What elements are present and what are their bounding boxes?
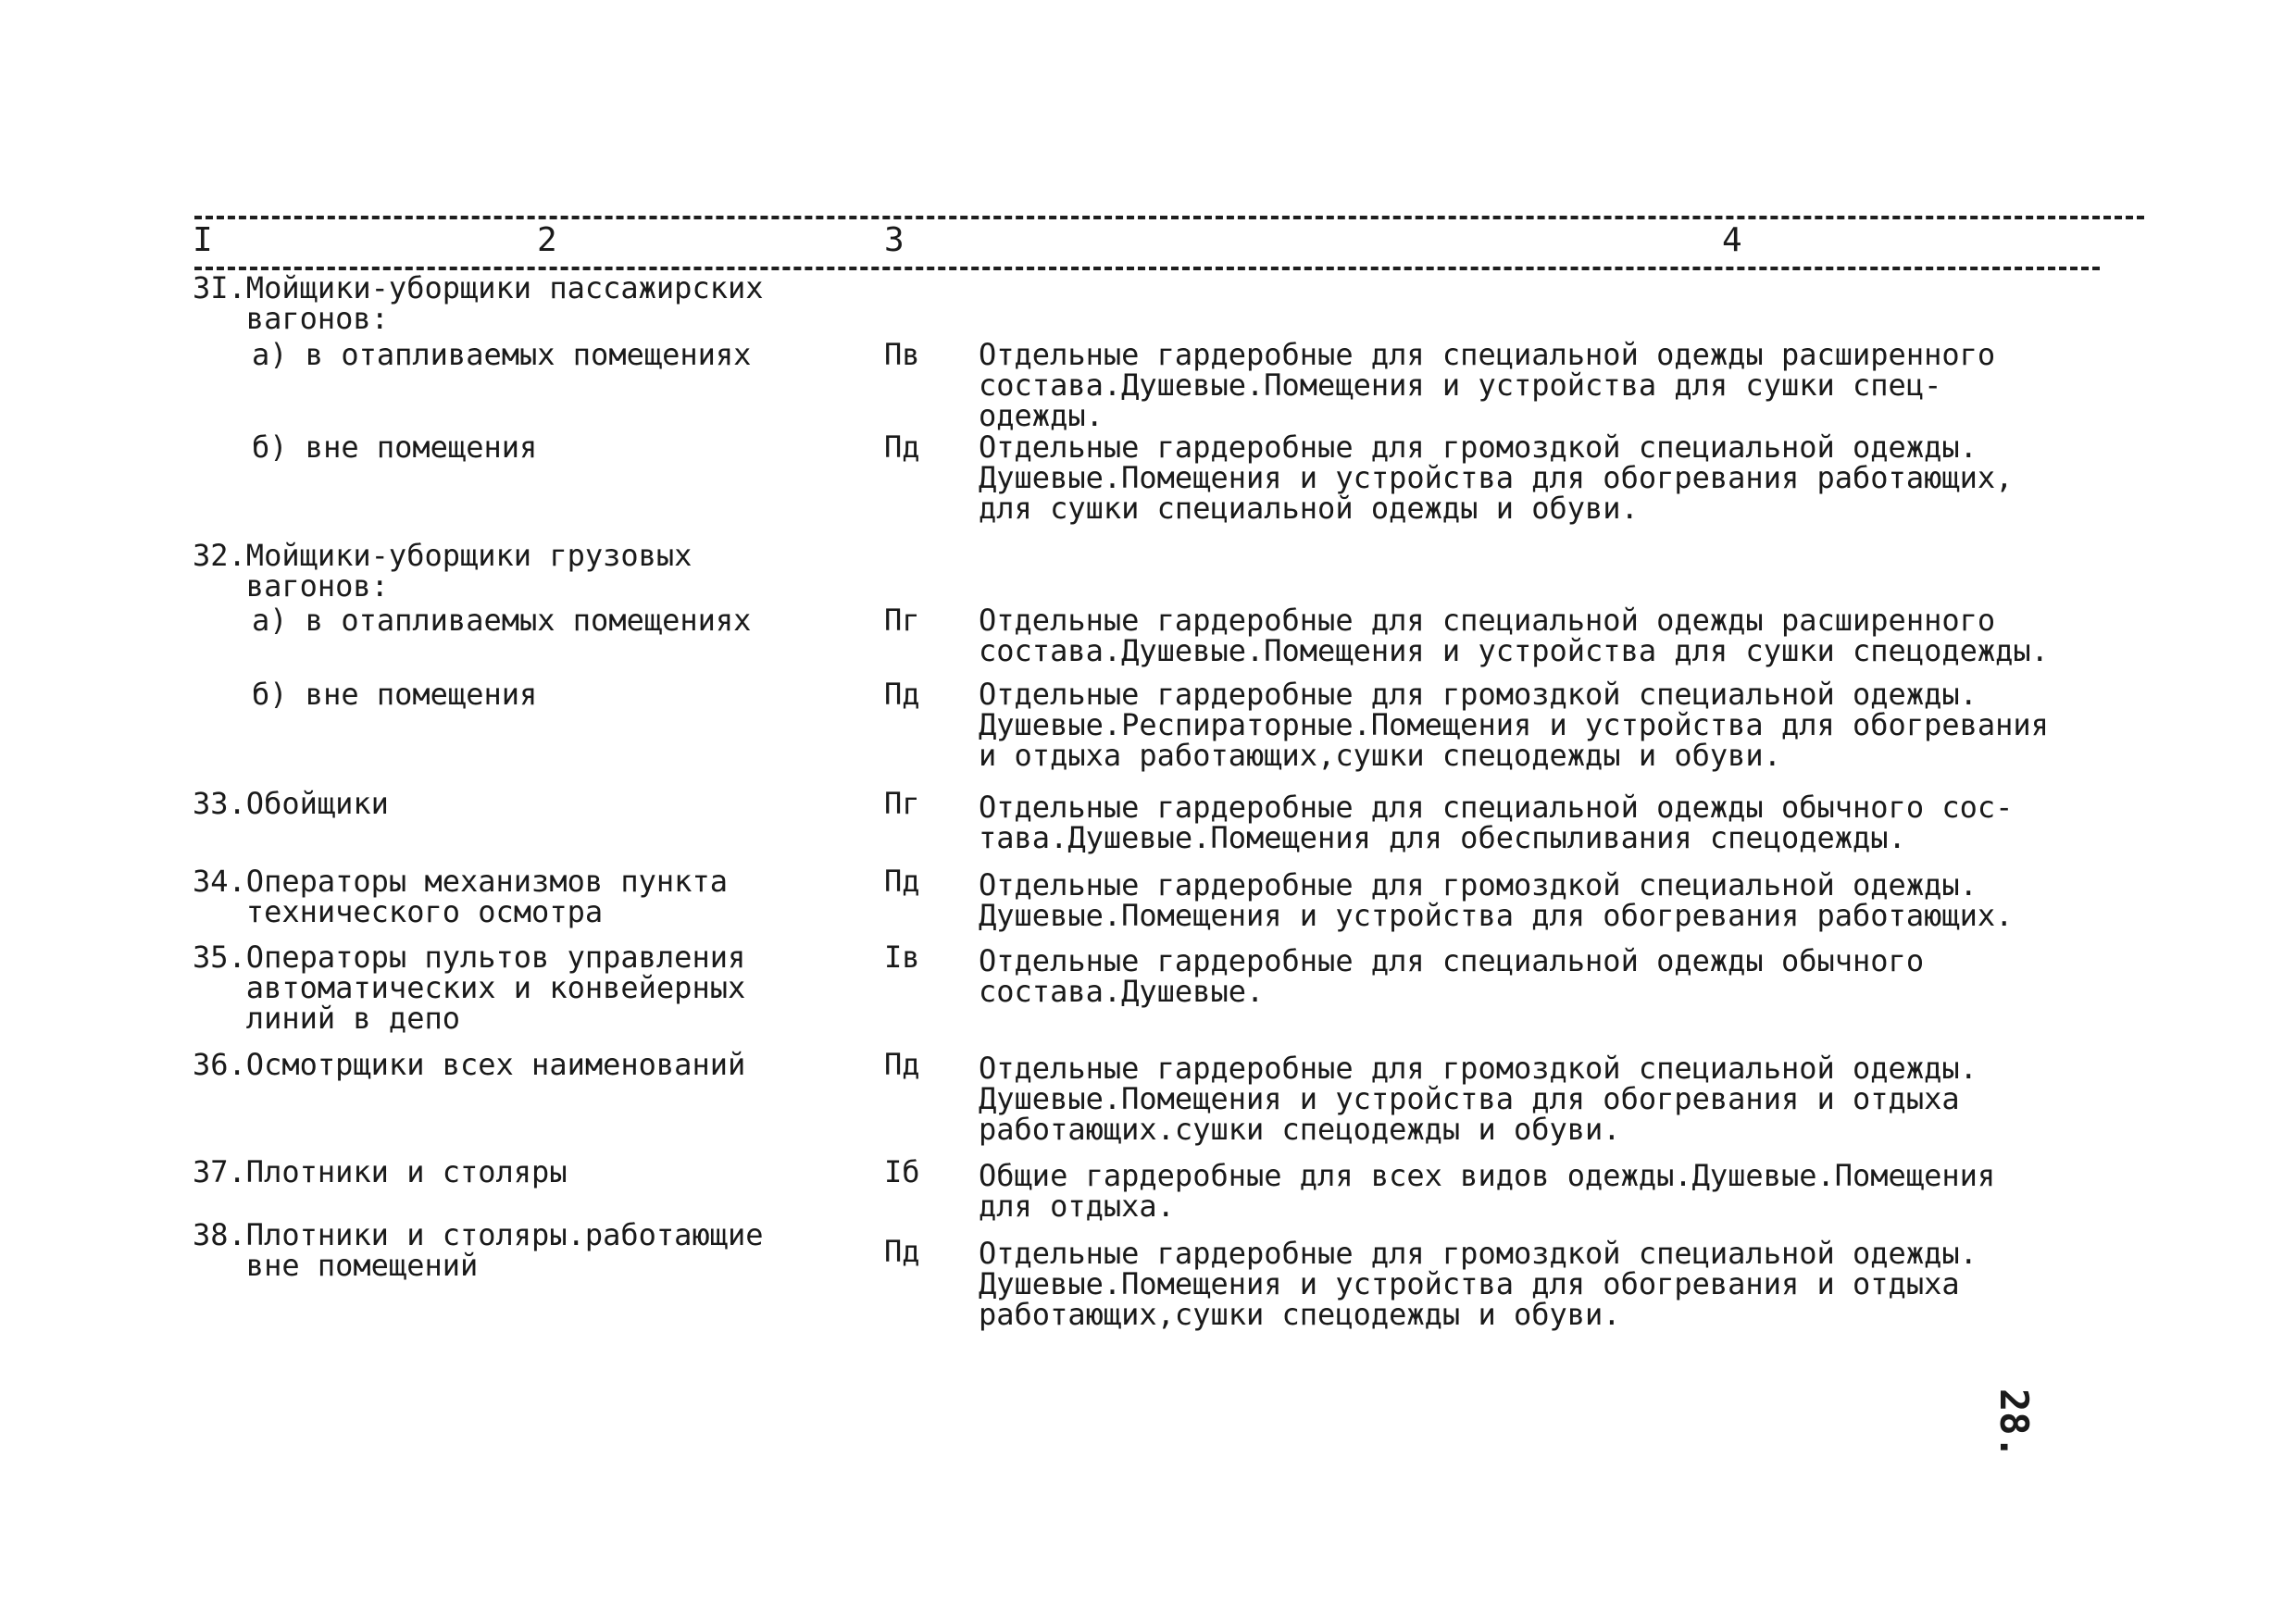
row-description: Отдельные гардеробные для громоздкой специальной одежды. Душевые.Помещения и устройства для обогревания и отдыха работающих.сушки спецодежды и обуви. <box>979 1051 1978 1147</box>
column-number-4: 4 <box>1722 221 1742 259</box>
row-category: Пд <box>884 864 920 899</box>
row-sub-label: а) в отапливаемых помещениях <box>252 603 752 638</box>
row-description: Отдельные гардеробные для громоздкой специальной одежды. Душевые.Помещения и устройства для обогревания и отдыха работающих,сушки спецодежды и обуви. <box>979 1236 1978 1332</box>
row-title: 35.Операторы пультов управления автоматических и конвейерных линий в депо <box>193 940 746 1036</box>
column-number-1: I <box>193 221 213 259</box>
row-description: Отдельные гардеробные для громоздкой специальной одежды. Душевые.Помещения и устройства для обогревания работающих, для сушки специальной одежды и обуви. <box>979 429 2014 526</box>
row-description: Общие гардеробные для всех видов одежды.Душевые.Помещения для отдыха. <box>979 1158 1996 1224</box>
column-number-2: 2 <box>537 221 557 259</box>
row-title: 38.Плотники и столяры.работающие вне помещений <box>193 1217 764 1283</box>
header-top-rule <box>194 216 2144 219</box>
row-description: Отдельные гардеробные для специальной одежды расширенного состава.Душевые.Помещения и устройства для сушки спец- одежды. <box>979 337 1996 433</box>
page-number: 28. <box>1991 1388 2037 1459</box>
row-category: Пг <box>884 603 920 638</box>
row-category: Iв <box>884 940 920 975</box>
row-title: 3I.Мойщики-уборщики пассажирских вагонов: <box>193 270 764 336</box>
row-description: Отдельные гардеробные для специальной одежды обычного сос- тава.Душевые.Помещения для обеспыливания спецодежды. <box>979 790 2014 855</box>
row-description: Отдельные гардеробные для специальной одежды расширенного состава.Душевые.Помещения и устройства для сушки спецодежды. <box>979 603 2049 668</box>
row-category: Пд <box>884 1047 920 1082</box>
row-sub-label: б) вне помещения <box>252 429 538 465</box>
row-title: 34.Операторы механизмов пункта технического осмотра <box>193 864 728 929</box>
row-category: Iб <box>884 1154 920 1189</box>
row-title: 33.Обойщики <box>193 786 389 821</box>
row-title: 32.Мойщики-уборщики грузовых вагонов: <box>193 538 693 604</box>
row-description: Отдельные гардеробные для громоздкой специальной одежды. Душевые.Респираторные.Помещения и устройства для обогревания и отдыха работающих,сушки спецодежды и обуви. <box>979 677 2049 773</box>
row-category: Пг <box>884 786 920 821</box>
row-category: Пд <box>884 1234 920 1269</box>
row-title: 37.Плотники и столяры <box>193 1154 568 1189</box>
row-sub-label: б) вне помещения <box>252 677 538 712</box>
row-description: Отдельные гардеробные для специальной одежды обычного состава.Душевые. <box>979 943 1925 1009</box>
row-title: 36.Осмотрщики всех наименований <box>193 1047 746 1082</box>
row-category: Пд <box>884 677 920 712</box>
row-description: Отдельные гардеробные для громоздкой специальной одежды. Душевые.Помещения и устройства для обогревания работающих. <box>979 867 2014 933</box>
column-number-3: 3 <box>884 221 905 259</box>
row-sub-label: а) в отапливаемых помещениях <box>252 337 752 372</box>
row-category: Пв <box>884 337 920 372</box>
row-category: Пд <box>884 429 920 465</box>
